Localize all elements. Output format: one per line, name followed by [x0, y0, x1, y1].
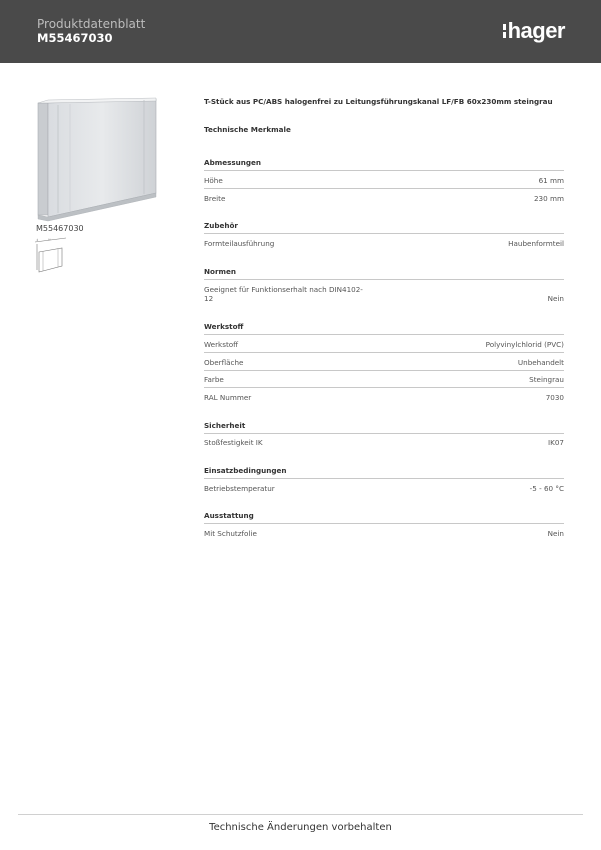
- logo-text: hager: [507, 18, 565, 43]
- row-divider: [204, 387, 564, 388]
- section-divider: [204, 433, 564, 434]
- row-divider: [204, 352, 564, 353]
- product-photo-icon: [36, 97, 161, 222]
- row-value: 61 mm: [538, 176, 564, 185]
- row-label: RAL Nummer: [204, 393, 252, 402]
- section-divider: [204, 170, 564, 171]
- row-label: Farbe: [204, 375, 224, 384]
- product-title: T-Stück aus PC/ABS halogenfrei zu Leitungsführungskanal LF/FB 60x230mm steingrau: [204, 97, 553, 106]
- section-divider: [204, 478, 564, 479]
- row-label: Oberfläche: [204, 358, 244, 367]
- document-type: Produktdatenblatt: [37, 17, 146, 31]
- footer-divider: [18, 814, 583, 815]
- row-value: Nein: [547, 529, 564, 538]
- row-label: Betriebstemperatur: [204, 484, 275, 493]
- section-title-ausstattung: Ausstattung: [204, 511, 254, 520]
- row-label: Geeignet für Funktionserhalt nach DIN4102-: [204, 285, 363, 294]
- row-divider: [204, 188, 564, 189]
- footer-note: Technische Änderungen vorbehalten: [209, 822, 392, 833]
- row-value: Steingrau: [529, 375, 564, 384]
- row-label: Breite: [204, 194, 226, 203]
- row-label: Mit Schutzfolie: [204, 529, 257, 538]
- section-title-sicherheit: Sicherheit: [204, 421, 246, 430]
- row-label: Höhe: [204, 176, 223, 185]
- section-divider: [204, 523, 564, 524]
- hager-logo: [503, 18, 565, 44]
- document-code: M55467030: [37, 31, 113, 45]
- svg-text:↕: ↕: [36, 238, 39, 242]
- row-value: IK07: [548, 438, 564, 447]
- logo-colon-icon: [503, 22, 506, 40]
- row-value: -5 - 60 °C: [529, 484, 564, 493]
- section-divider: [204, 334, 564, 335]
- row-label-continuation: 12: [204, 294, 214, 303]
- technical-features-heading: Technische Merkmale: [204, 125, 291, 134]
- section-title-zubehoer: Zubehör: [204, 221, 238, 230]
- row-label: Stoßfestigkeit IK: [204, 438, 263, 447]
- row-value: 7030: [545, 393, 564, 402]
- page-header: [0, 0, 601, 63]
- product-code: M55467030: [36, 224, 84, 233]
- section-title-werkstoff: Werkstoff: [204, 322, 244, 331]
- section-title-normen: Normen: [204, 267, 236, 276]
- section-divider: [204, 233, 564, 234]
- svg-text:↔: ↔: [48, 237, 51, 241]
- row-value: 230 mm: [533, 194, 564, 203]
- row-value: Unbehandelt: [517, 358, 564, 367]
- row-value: Nein: [547, 294, 564, 303]
- section-title-abmessungen: Abmessungen: [204, 158, 261, 167]
- row-value: Haubenformteil: [508, 239, 564, 248]
- row-value: Polyvinylchlorid (PVC): [485, 340, 564, 349]
- row-divider: [204, 370, 564, 371]
- section-divider: [204, 279, 564, 280]
- row-label: Werkstoff: [204, 340, 239, 349]
- technical-drawing-icon: [34, 236, 68, 274]
- section-title-einsatzbedingungen: Einsatzbedingungen: [204, 466, 287, 475]
- row-label: Formteilausführung: [204, 239, 275, 248]
